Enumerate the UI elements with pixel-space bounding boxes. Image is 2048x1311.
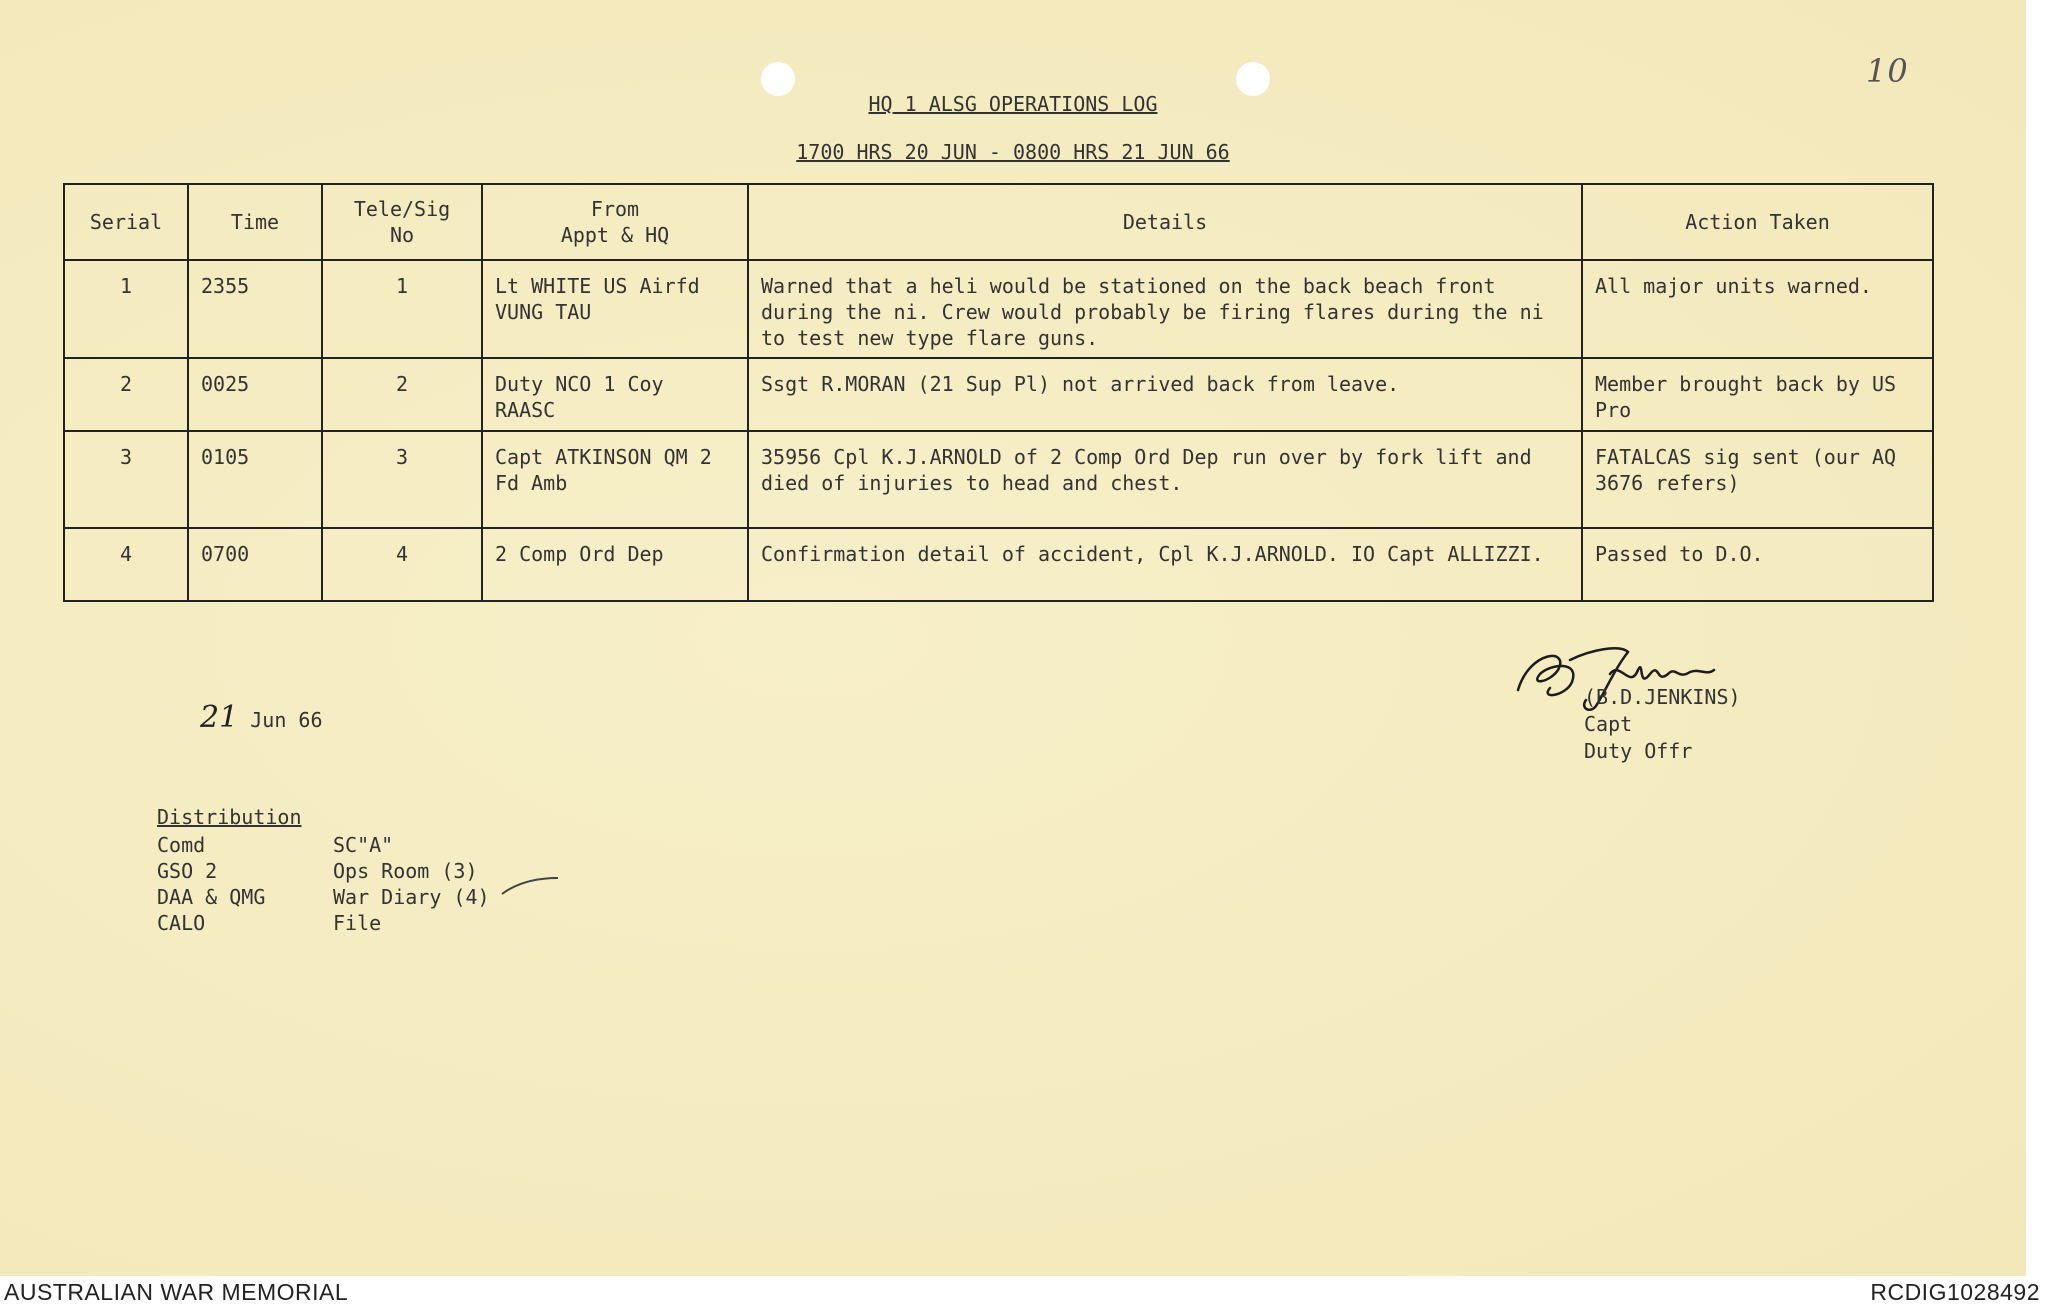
cell-from: Duty NCO 1 Coy RAASC — [482, 358, 748, 431]
operations-log-table — [63, 183, 1934, 602]
distribution-item: GSO 2 — [157, 859, 218, 883]
cell-time: 0700 — [188, 528, 322, 601]
cell-serial: 1 — [64, 260, 188, 358]
tick-mark — [500, 874, 560, 898]
cell-time: 2355 — [188, 260, 322, 358]
punch-hole-right — [1236, 62, 1270, 96]
cell-details: Confirmation detail of accident, Cpl K.J.ARNOLD. IO Capt ALLIZZI. — [748, 528, 1582, 601]
cell-details: Warned that a heli would be stationed on the back beach front during the ni. Crew would probably be firing flares during the ni to test new type flare guns. — [748, 260, 1582, 358]
header-tele-sig — [322, 184, 482, 260]
distribution-column-1 — [157, 832, 265, 936]
signatory-rank: Capt — [1584, 712, 1633, 736]
header-time: Time — [188, 184, 322, 260]
distribution-item: Comd — [157, 833, 206, 857]
distribution-item: DAA & QMG — [157, 885, 266, 909]
header-tele-sig-line1: Tele/Sig — [353, 197, 451, 221]
cell-details: 35956 Cpl K.J.ARNOLD of 2 Comp Ord Dep run over by fork lift and died of injuries to head and chest. — [748, 431, 1582, 528]
header-details: Details — [748, 184, 1582, 260]
distribution-heading: Distribution — [157, 805, 302, 829]
cell-details: Ssgt R.MORAN (21 Sup Pl) not arrived back from leave. — [748, 358, 1582, 431]
distribution-list — [157, 804, 490, 935]
signature-block — [1584, 684, 1741, 765]
signatory-name: (B.D.JENKINS) — [1584, 685, 1741, 709]
punch-hole-left — [761, 62, 795, 96]
table-row — [64, 431, 1933, 528]
header-from — [482, 184, 748, 260]
cell-action: FATALCAS sig sent (our AQ 3676 refers) — [1582, 431, 1933, 528]
table-header-row — [64, 184, 1933, 260]
page-number: 10 — [1866, 52, 1909, 90]
distribution-item: Ops Room (3) — [333, 859, 478, 883]
document-date — [200, 700, 322, 735]
cell-from: 2 Comp Ord Dep — [482, 528, 748, 601]
distribution-item: CALO — [157, 911, 206, 935]
cell-serial: 3 — [64, 431, 188, 528]
distribution-column-2 — [333, 832, 490, 936]
cell-action: Member brought back by US Pro — [1582, 358, 1933, 431]
footer-right-caption: RCDIG1028492 — [1870, 1279, 2040, 1305]
cell-tele-sig: 1 — [322, 260, 482, 358]
header-from-line2: Appt & HQ — [560, 223, 670, 247]
cell-time: 0105 — [188, 431, 322, 528]
header-serial: Serial — [64, 184, 188, 260]
table-row — [64, 528, 1933, 601]
document-subtitle: 1700 HRS 20 JUN - 0800 HRS 21 JUN 66 — [796, 140, 1230, 164]
cell-from: Capt ATKINSON QM 2 Fd Amb — [482, 431, 748, 528]
cell-tele-sig: 2 — [322, 358, 482, 431]
header-action-taken: Action Taken — [1582, 184, 1933, 260]
table-row — [64, 260, 1933, 358]
cell-from: Lt WHITE US Airfd VUNG TAU — [482, 260, 748, 358]
cell-serial: 4 — [64, 528, 188, 601]
cell-action: All major units warned. — [1582, 260, 1933, 358]
cell-tele-sig: 3 — [322, 431, 482, 528]
table-row — [64, 358, 1933, 431]
cell-tele-sig: 4 — [322, 528, 482, 601]
cell-action: Passed to D.O. — [1582, 528, 1933, 601]
document-title: HQ 1 ALSG OPERATIONS LOG — [868, 92, 1158, 116]
header-tele-sig-line2: No — [389, 223, 415, 247]
signatory-role: Duty Offr — [1584, 739, 1693, 763]
cell-serial: 2 — [64, 358, 188, 431]
distribution-item: War Diary (4) — [333, 885, 490, 909]
distribution-item: File — [333, 911, 382, 935]
date-day-handwritten: 21 — [200, 700, 239, 735]
date-month-year: Jun 66 — [250, 708, 323, 732]
footer-left-caption: AUSTRALIAN WAR MEMORIAL — [4, 1279, 349, 1305]
cell-time: 0025 — [188, 358, 322, 431]
header-from-line1: From — [590, 197, 640, 221]
distribution-item: SC"A" — [333, 833, 394, 857]
